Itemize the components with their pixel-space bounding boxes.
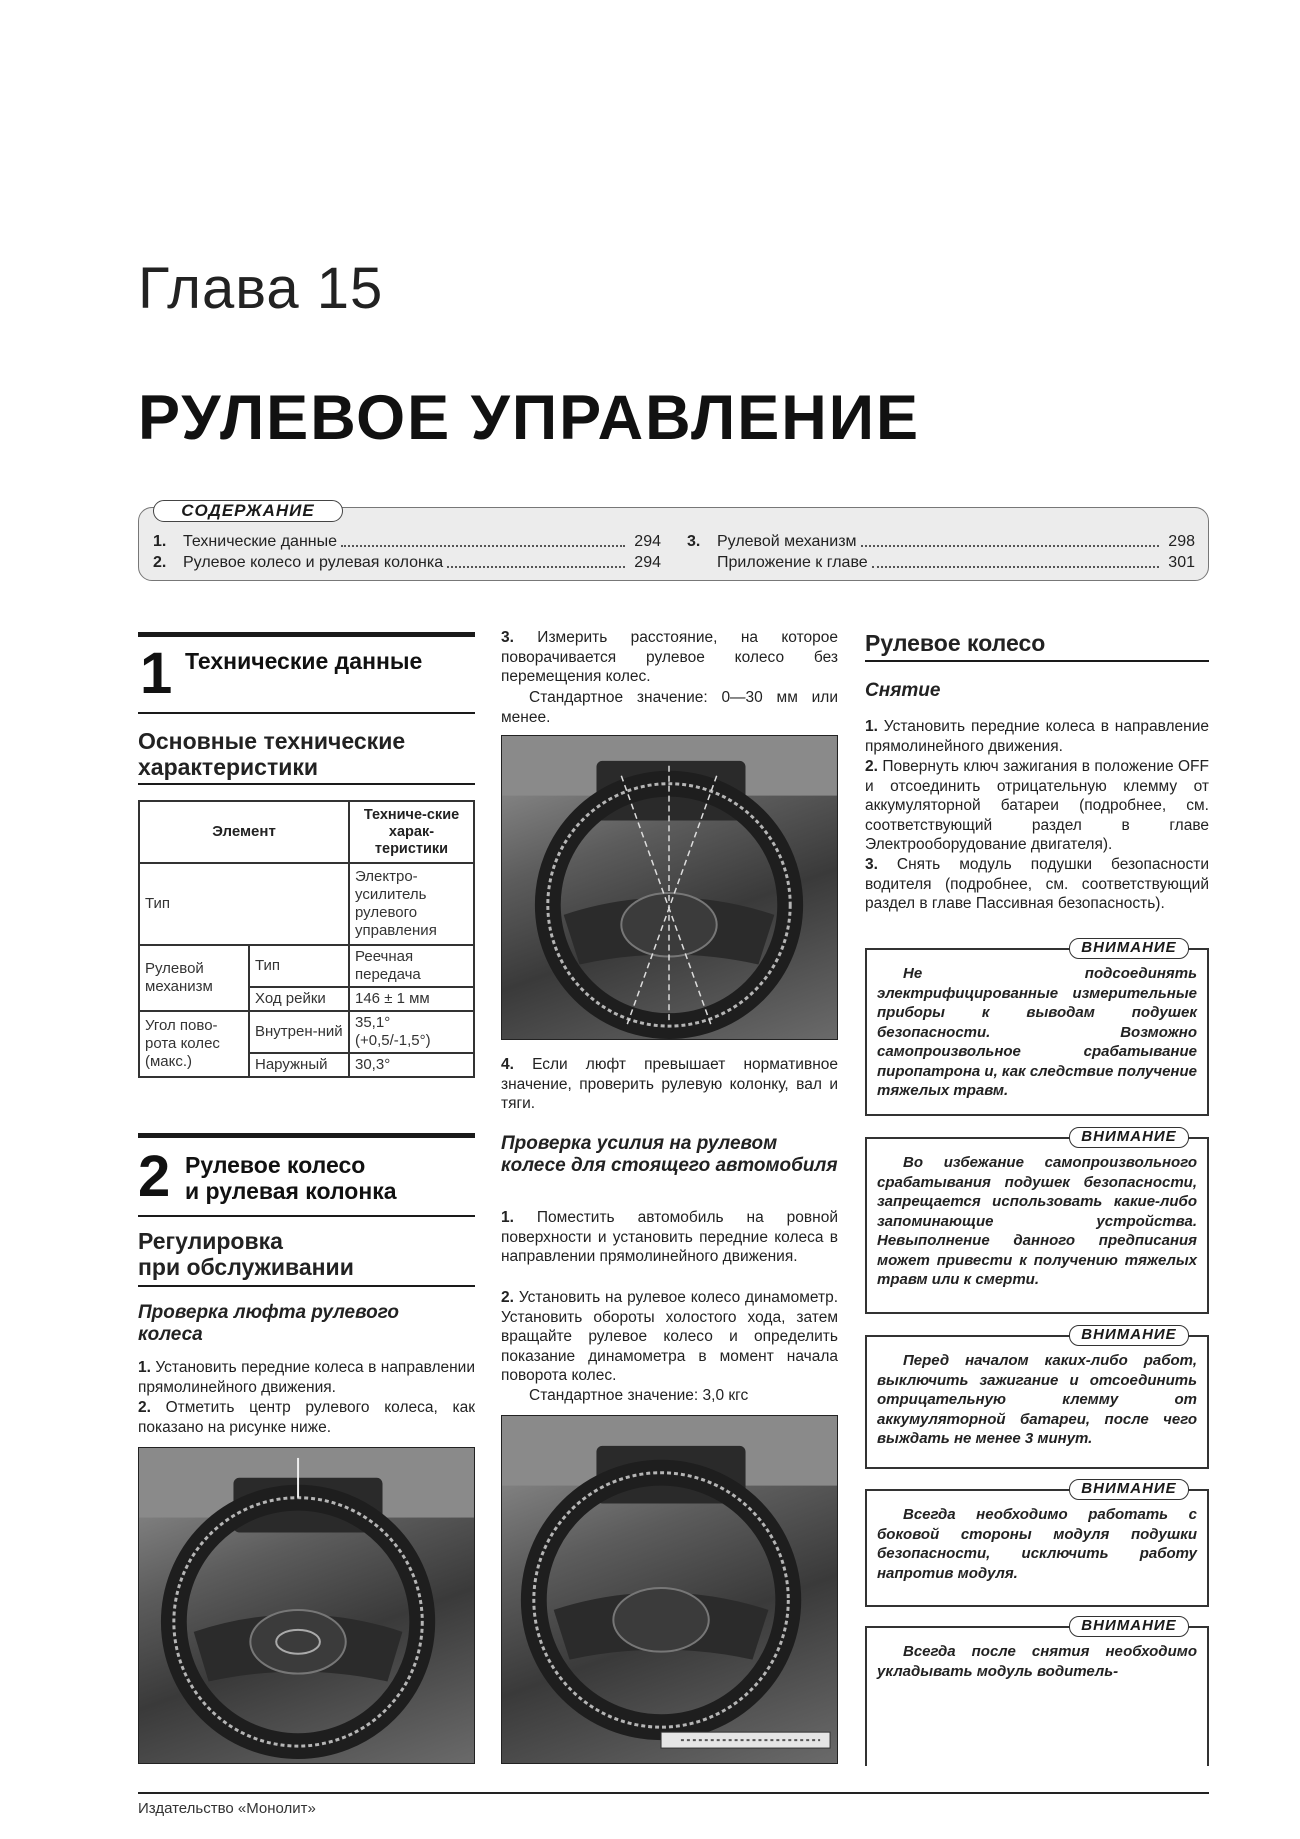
subsection-title: Основные технические характеристики xyxy=(138,728,406,780)
warning-text: Перед началом каких-либо работ, выключить зажигание и отсоединить отрицательную клемму от аккумуляторной батареи, после чего выждать не менее 3 минут. xyxy=(877,1352,1197,1447)
warning-tag: ВНИМАНИЕ xyxy=(1069,1479,1189,1500)
subsection-divider xyxy=(138,1285,475,1287)
section-heading: Рулевое колесо xyxy=(865,630,1046,656)
spec-cell-type-value: Электро-усилитель рулевого управления xyxy=(349,863,474,945)
toc-item-page: 301 xyxy=(1168,554,1195,571)
toc-item-page: 294 xyxy=(634,533,661,550)
paragraph xyxy=(138,1398,475,1437)
paragraph xyxy=(865,717,1209,756)
spec-header-element: Элемент xyxy=(139,801,349,863)
subsection-title-line2: при обслуживании xyxy=(138,1254,354,1280)
toc-item[interactable] xyxy=(687,533,1195,551)
warning-text: Всегда необходимо работать с боковой стороны модуля подушки безопасности, исключить работу напротив модуля. xyxy=(877,1506,1197,1582)
contents-box xyxy=(138,501,1209,581)
step-number: 1. xyxy=(501,1209,514,1226)
page-title: РУЛЕВОЕ УПРАВЛЕНИЕ xyxy=(138,383,921,453)
toc-leader xyxy=(861,533,1159,547)
section-title-line1: Рулевое колесо xyxy=(185,1152,366,1178)
warning-box xyxy=(865,1128,1209,1314)
toc-item[interactable] xyxy=(153,554,661,572)
subsection-divider xyxy=(138,783,475,785)
subsection-title-line1: Регулировка xyxy=(138,1228,283,1254)
section-rule xyxy=(138,1133,475,1138)
heading-divider xyxy=(865,660,1209,662)
step-text: Снять модуль подушки безопасности водителя (подробнее, см. соответствующий раздел в главе Пассивная безопасность). xyxy=(865,856,1209,912)
step-number: 3. xyxy=(501,629,514,646)
warning-tag: ВНИМАНИЕ xyxy=(1069,1616,1189,1637)
warning-tag: ВНИМАНИЕ xyxy=(1069,1127,1189,1148)
step-number: 1. xyxy=(865,718,878,735)
toc-item-number xyxy=(687,554,717,572)
warning-tag: ВНИМАНИЕ xyxy=(1069,1325,1189,1346)
spec-cell-travel-value: 146 ± 1 мм xyxy=(349,987,474,1011)
procedure-heading: Проверка усилия на рулевом колесе для стоящего автомобиля xyxy=(501,1133,838,1176)
spec-cell-type-label: Тип xyxy=(139,863,349,945)
spec-header-value: Техниче-ские харак-теристики xyxy=(349,801,474,863)
toc-item-text: Рулевое колесо и рулевая колонка xyxy=(183,554,444,571)
spec-cell-inner-value: 35,1° (+0,5/-1,5°) xyxy=(349,1011,474,1053)
paragraph xyxy=(865,757,1209,855)
spec-cell-travel-label: Ход рейки xyxy=(249,987,349,1011)
spec-cell-angle-label: Угол пово-рота колес (макс.) xyxy=(139,1011,249,1077)
warning-box xyxy=(865,1617,1209,1766)
step-number: 1. xyxy=(138,1359,151,1376)
dynamometer-photo xyxy=(501,1415,838,1764)
section-number: 2 xyxy=(138,1144,171,1209)
warning-tag: ВНИМАНИЕ xyxy=(1069,938,1189,959)
step-number: 3. xyxy=(865,856,878,873)
step-text: Установить на рулевое колесо динамометр. Установить обороты холостого хода, затем вращайте рулевое колесо и определить показание динамометра в момент начала поворота колес. xyxy=(501,1289,838,1384)
section-title: Технические данные xyxy=(185,648,423,674)
toc-leader xyxy=(447,554,625,568)
procedure-heading: Снятие xyxy=(865,680,941,701)
step-text: Измерить расстояние, на которое поворачивается рулевое колесо без перемещения колес. xyxy=(501,629,838,685)
spec-cell-mech-type-value: Реечная передача xyxy=(349,945,474,987)
standard-value: Стандартное значение: 0—30 мм или менее. xyxy=(501,689,838,726)
warning-text: Всегда после снятия необходимо укладывать модуль водитель- xyxy=(877,1643,1197,1680)
toc-leader xyxy=(872,554,1159,568)
steering-wheel-illustration xyxy=(139,1448,474,1763)
paragraph xyxy=(501,628,838,687)
spec-cell-outer-label: Наружный xyxy=(249,1053,349,1077)
toc-item-page: 298 xyxy=(1168,533,1195,550)
paragraph xyxy=(501,1208,838,1267)
chapter-label: Глава 15 xyxy=(138,256,384,321)
steering-wheel-illustration xyxy=(502,736,837,1039)
toc-item-number: 3. xyxy=(687,533,701,550)
steering-wheel-illustration xyxy=(502,1416,837,1763)
spec-cell-mech-type-label: Тип xyxy=(249,945,349,987)
section-title-line2: и рулевая колонка xyxy=(185,1178,397,1204)
steering-wheel-play-photo xyxy=(501,735,838,1040)
warning-box xyxy=(865,939,1209,1116)
toc-item-page: 294 xyxy=(634,554,661,571)
toc-item-text: Приложение к главе xyxy=(717,554,868,571)
toc-item[interactable] xyxy=(153,533,661,551)
steering-wheel-photo xyxy=(138,1447,475,1764)
step-text: Установить передние колеса в направлении прямолинейного движения. xyxy=(138,1359,475,1396)
step-number: 4. xyxy=(501,1056,514,1073)
footer-rule xyxy=(138,1792,1209,1794)
standard-value: Стандартное значение: 3,0 кгс xyxy=(529,1387,749,1404)
section-divider xyxy=(138,712,475,714)
step-text: Если люфт превышает нормативное значение, проверить рулевую колонку, вал и тяги. xyxy=(501,1056,839,1112)
step-number: 2. xyxy=(501,1289,514,1306)
spec-table xyxy=(138,800,475,1078)
spec-cell-outer-value: 30,3° xyxy=(349,1053,474,1077)
paragraph xyxy=(138,1358,475,1397)
section-divider xyxy=(138,1215,475,1217)
toc-item-text: Технические данные xyxy=(183,533,338,550)
warning-text: Не подсоединять электрифицированные измерительные приборы к выводам подушек безопасности. Возможно самопроизвольное срабатывание пиропатрона и, как следствие получение тяжелых травм. xyxy=(877,965,1197,1099)
paragraph xyxy=(501,1055,838,1114)
paragraph xyxy=(501,1288,838,1386)
warning-text: Во избежание самопроизвольного срабатывания подушек безопасности, запрещается использовать какие-либо запоминающие устройства. Невыполнение данного предписания может привести к получению тяжелых травм или к смерти. xyxy=(877,1154,1197,1288)
step-text: Поместить автомобиль на ровной поверхности и установить передние колеса в направлении прямолинейного движения. xyxy=(501,1209,838,1265)
spec-cell-inner-label: Внутрен-ний xyxy=(249,1011,349,1053)
step-text: Установить передние колеса в направление прямолинейного движения. xyxy=(865,718,1209,755)
step-number: 2. xyxy=(865,758,878,775)
step-text: Повернуть ключ зажигания в положение OFF и отсоединить отрицательную клемму от аккумуляторной батареи (подробнее, см. соответствующий раздел в главе Электрооборудование двигателя). xyxy=(865,758,1209,853)
spec-cell-mech-label: Рулевой механизм xyxy=(139,945,249,1011)
step-text: Отметить центр рулевого колеса, как показано на рисунке ниже. xyxy=(138,1399,475,1436)
section-rule xyxy=(138,632,475,637)
warning-box xyxy=(865,1480,1209,1607)
paragraph xyxy=(865,855,1209,914)
toc-leader xyxy=(341,533,625,547)
step-number: 2. xyxy=(138,1399,151,1416)
warning-box xyxy=(865,1326,1209,1469)
toc-item[interactable] xyxy=(687,554,1195,572)
contents-label: СОДЕРЖАНИЕ xyxy=(153,500,343,522)
toc-item-text: Рулевой механизм xyxy=(717,533,857,550)
publisher-footer: Издательство «Монолит» xyxy=(138,1800,316,1817)
toc-item-number: 1. xyxy=(153,533,167,550)
toc-item-number: 2. xyxy=(153,554,167,571)
procedure-heading: Проверка люфта рулевого колеса xyxy=(138,1302,400,1345)
section-number: 1 xyxy=(140,641,173,706)
